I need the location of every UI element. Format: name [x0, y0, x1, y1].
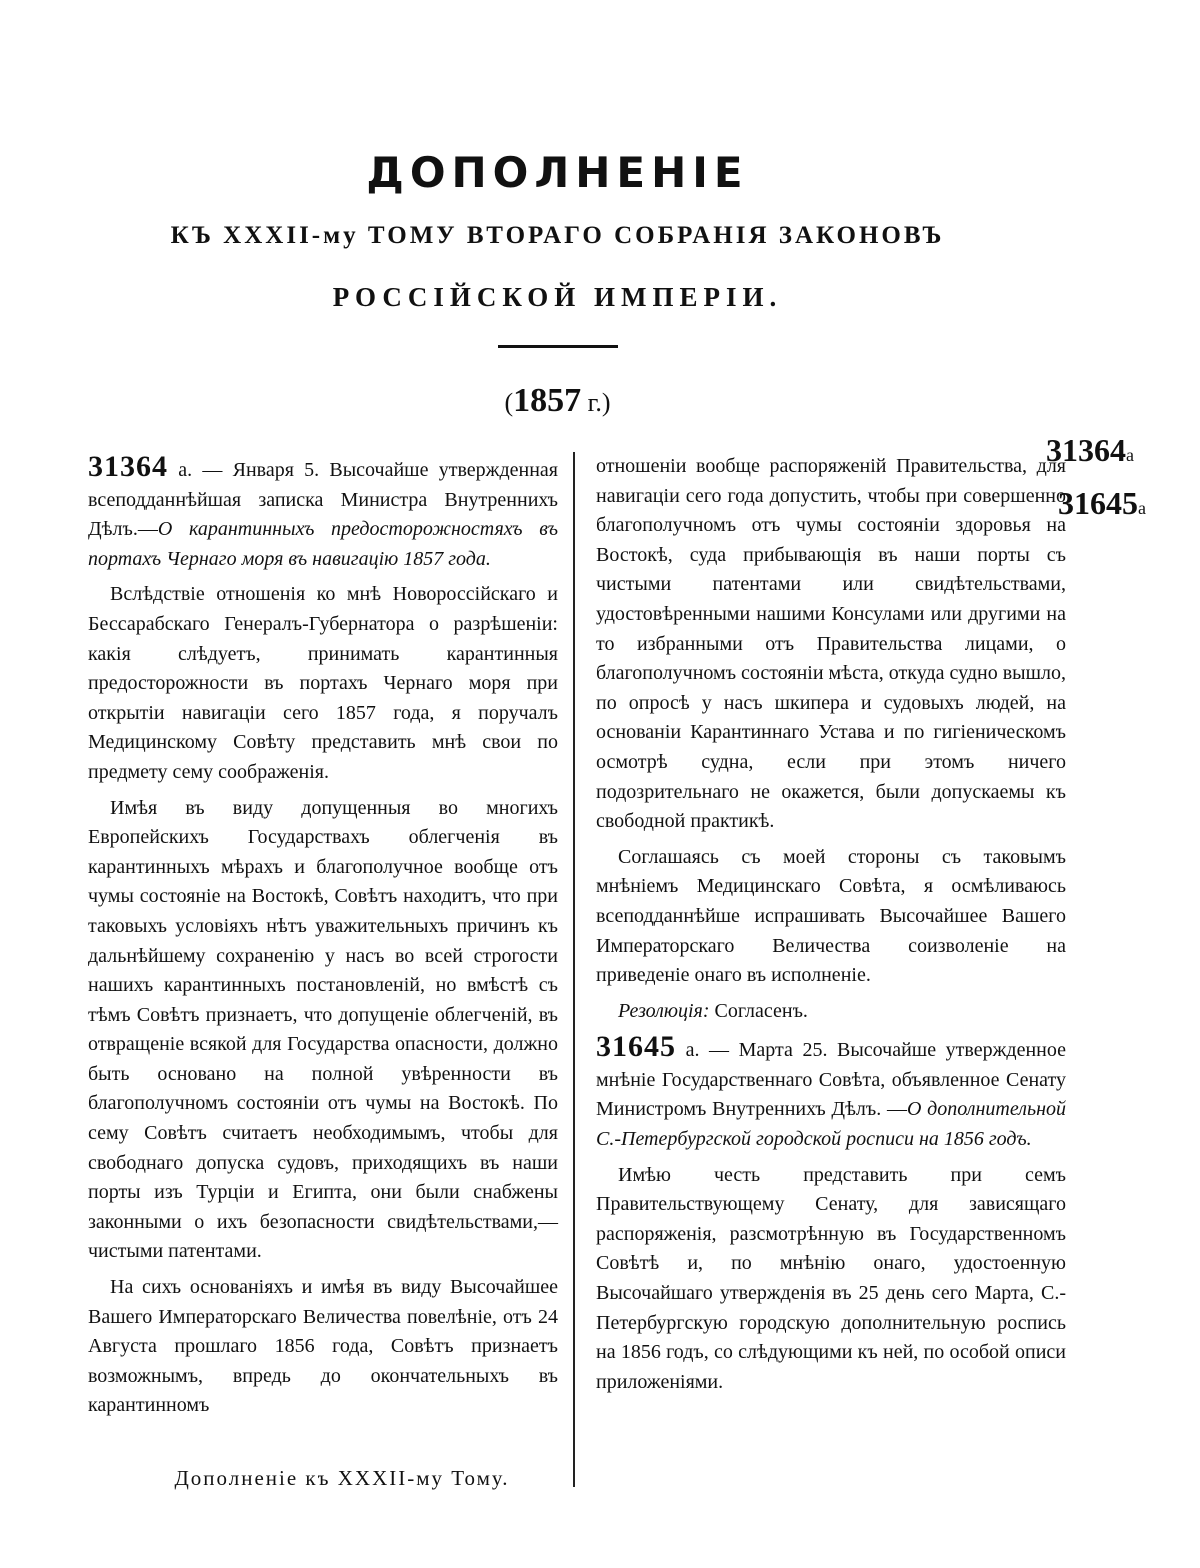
resolution-text: Согласенъ. — [709, 999, 808, 1022]
document-title: ДОПОЛНЕНІЕ — [366, 148, 749, 197]
year-open: ( — [504, 388, 514, 417]
entry-heading — [596, 1032, 1066, 1154]
entry-heading-title: О карантинныхъ предосторожностяхъ въ портахъ Чернаго моря въ навигацію 1857 года. — [88, 518, 558, 570]
entry-heading-text: а. — Января 5. Высочайше утвержденная всеподданнѣйшая записка Министра Внутреннихъ Дѣлъ.— — [88, 459, 558, 541]
paragraph: отношеніи вообще распоряженій Правительства, для навигаціи сего года допустить, чтобы при совершенно благополучномъ отъ чумы состояніи здоровья на Востокѣ, суда прибывающія въ наши порты съ чистыми патентами или свидѣтельствами, удостовѣренными нашими Консулами или другими на то избранными отъ Правительства лицами, о благополучномъ состояніи мѣста, откуда судно вышло, по опросѣ у насъ шкипера и судовыхъ людей, на основаніи Карантиннаго Устава и по гигіеническомъ осмотрѣ судна, если при этомъ ничего подозрительнаго не окажется, были допускаемы къ свободной практикѣ. — [596, 455, 1066, 833]
left-column — [88, 452, 558, 1427]
margin-number-value: 31645 — [1058, 485, 1138, 521]
entry-heading-text: а. — Марта 25. Высочайше утвержденное мнѣніе Государственнаго Совѣта, объявленное Сенату Министромъ Внутреннихъ Дѣлъ. — — [596, 1039, 1066, 1121]
margin-number-suffix: а — [1126, 445, 1134, 465]
document-subtitle: КЪ XXXII-му ТОМУ ВТОРАГО СОБРАНІЯ ЗАКОНОВЪ — [170, 222, 945, 249]
entry-heading-title: О дополнительной С.-Петербургской городской росписи на 1856 годъ. — [596, 1098, 1066, 1151]
entry-number: 31645 — [596, 1030, 676, 1064]
entry-heading — [88, 452, 558, 574]
entry-number: 31364 — [88, 450, 168, 483]
paragraph: Соглашаясь съ моей стороны съ таковымъ мнѣніемъ Медицинскаго Совѣта, я осмѣливаюсь всеподданнѣйше испрашивать Высочайшее Вашего Императорскаго Величества соизволеніе на приведеніе онаго въ исполненіе. — [596, 845, 1066, 987]
right-column — [596, 452, 1066, 1403]
margin-number-2 — [1058, 485, 1146, 522]
resolution-label: Резолюція: — [618, 999, 710, 1022]
paragraph: На сихъ основаніяхъ и имѣя въ виду Высочайшее Вашего Императорскаго Величества повелѣніе, отъ 24 Августа прошлаго 1856 года, Совѣтъ признаетъ возможнымъ, впредь до окончательныхъ въ карантинномъ — [88, 1276, 558, 1417]
resolution-line — [596, 997, 1066, 1027]
year-line — [0, 382, 1115, 420]
page-footer: Дополненіе къ XXXII-му Тому. — [174, 1466, 510, 1490]
margin-number-suffix: а — [1138, 498, 1146, 518]
title-rule — [498, 345, 618, 348]
year-value: 1857 — [513, 382, 582, 419]
year-suffix: г.) — [581, 388, 611, 417]
column-divider — [573, 452, 575, 1487]
paragraph: Вслѣдствіе отношенія ко мнѣ Новороссійскаго и Бессарабскаго Генералъ-Губернатора о разрѣшеніи: какія слѣдуетъ, принимать карантинныя предосторожности въ портахъ Чернаго моря при открытіи навигаціи сего 1857 года, я поручалъ Медицинскому Совѣту представить мнѣ свои по предмету сему соображенія. — [88, 583, 558, 783]
paragraph: Имѣю честь представить при семъ Правительствующему Сенату, для зависящаго распоряженія, разсмотрѣнную въ Государственномъ Совѣтѣ и, по мнѣнію онаго, удостоенную Высочайшаго утвержденія въ 25 день сего Марта, С.-Петербургскую городскую дополнительную роспись на 1856 годъ, со слѣдующими къ ней, по особой описи приложеніями. — [596, 1163, 1066, 1393]
paragraph: Имѣя въ виду допущенныя во многихъ Европейскихъ Государствахъ облегченія въ карантинныхъ мѣрахъ и благополучное вообще отъ чумы состояніе на Востокѣ, Совѣтъ находитъ, что при таковыхъ условіяхъ нѣтъ уважительныхъ причинъ къ дальнѣйшему сохраненію у насъ во всей строгости нашихъ карантинныхъ постановленій, но вмѣстѣ съ тѣмъ Совѣтъ признаетъ, что допущеніе облегченій, въ отвращеніе всякой для Государства опасности, должно быть основано на полной увѣренности въ благополучномъ состояніи отъ чумы на Востокѣ. По сему Совѣтъ считаетъ необходимымъ, чтобы для свободнаго допуска судовъ, приходящихъ въ наши порты изъ Турціи и Египта, они были снабжены законными о ихъ безопасности свидѣтельствами,—чистыми патентами. — [88, 796, 558, 1263]
document-subtitle-empire: РОССІЙСКОЙ ИМПЕРІИ. — [332, 282, 783, 312]
margin-number-value: 31364 — [1046, 432, 1126, 468]
